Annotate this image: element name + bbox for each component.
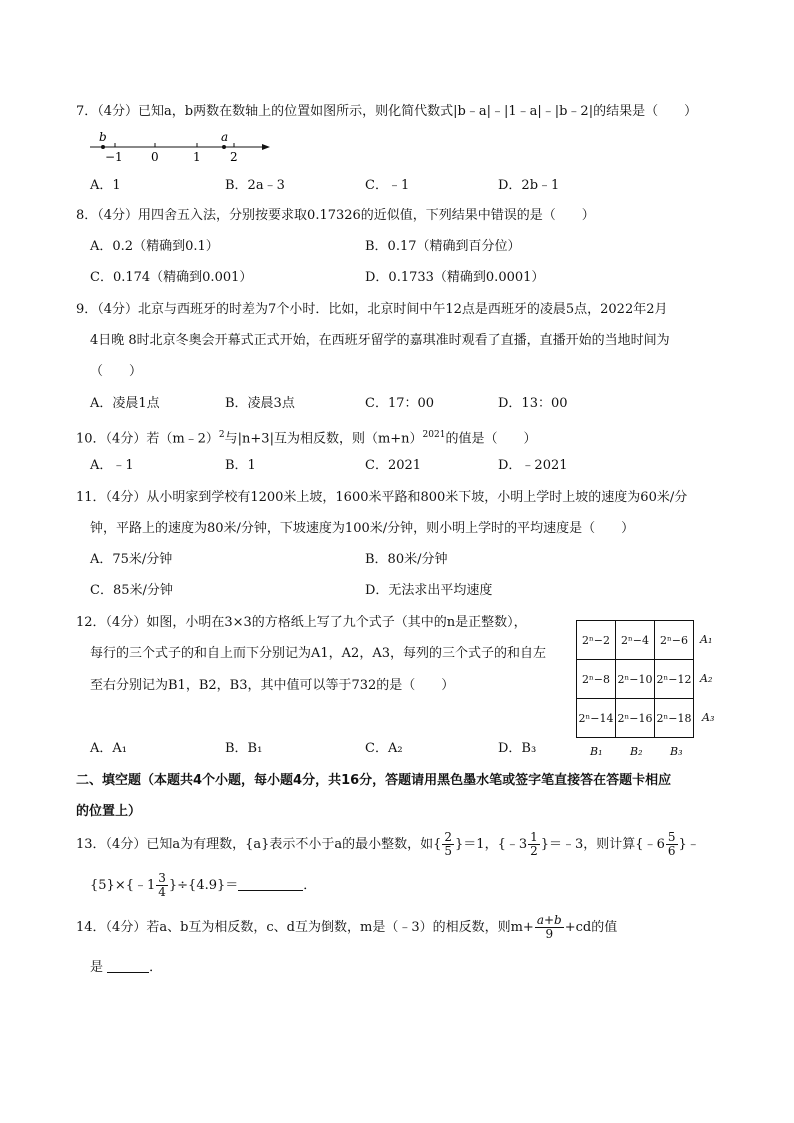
- q11-option-b[interactable]: B．80米/分钟: [365, 552, 448, 567]
- grid-cell: 2ⁿ−4: [616, 621, 655, 660]
- q7-option-a[interactable]: A．1: [90, 178, 121, 193]
- q9-option-c[interactable]: C．17：00: [365, 396, 435, 411]
- q10-post: 的值是（ ）: [445, 431, 537, 447]
- q10-option-a[interactable]: A．﹣1: [90, 458, 134, 473]
- fraction-ab-9: $\frac{a+b}{9}$: [536, 913, 562, 941]
- q7-option-d[interactable]: D．2b﹣1: [498, 178, 560, 193]
- q12-option-d[interactable]: D．B₃: [498, 741, 537, 756]
- q14-line2: [90, 958, 162, 977]
- q9-line1: 9．（4分）北京与西班牙的时差为7个小时．比如，北京时间中午12点是西班牙的凌晨5点，2022年2月: [76, 302, 668, 317]
- q13-l2pre: {5}×{﹣1: [90, 878, 156, 893]
- q12-line1: 12．（4分）如图，小明在3×3的方格纸上写了九个式子（其中的n是正整数），: [76, 615, 527, 630]
- q9-line3: （ ）: [90, 364, 143, 379]
- q11-option-d[interactable]: D．无法求出平均速度: [365, 583, 493, 598]
- q12-option-b[interactable]: B．B₁: [225, 741, 263, 756]
- tick-label-minus1: −1: [105, 150, 123, 164]
- q10-stem: [76, 426, 536, 448]
- q11-option-c[interactable]: C．85米/分钟: [90, 583, 173, 598]
- fraction-5-6: $\frac{5}{6}$: [667, 830, 676, 858]
- grid-cell: 2ⁿ−16: [616, 699, 655, 738]
- q10-mid: 与|n+3|互为相反数，则（m+n）: [224, 431, 423, 447]
- q14-line1: [76, 913, 617, 943]
- q8-option-c[interactable]: C．0.174（精确到0.001）: [90, 270, 253, 285]
- q7-stem: 7．（4分）已知a，b两数在数轴上的位置如图所示，则化简代数式|b﹣a|﹣|1﹣a|﹣|b﹣2|的结果是（ ）: [76, 104, 698, 119]
- q8-stem: 8．（4分）用四舍五入法，分别按要求取0.17326的近似值，下列结果中错误的是（ ）: [76, 208, 595, 223]
- section2-heading-line2: 的位置上）: [76, 804, 142, 819]
- q13-pre: 13．（4分）已知a为有理数，{a}表示不小于a的最小整数，如{: [76, 837, 442, 852]
- q14-pre: 14．（4分）若a、b互为相反数，c、d互为倒数，m是（﹣3）的相反数，则m+: [76, 920, 534, 935]
- q10-sup1: 2: [218, 430, 225, 440]
- expression-grid: [576, 620, 694, 738]
- tick-label-2: 2: [230, 150, 238, 164]
- label-b: b: [99, 130, 107, 144]
- tick-label-0: 0: [151, 150, 159, 164]
- q14-answer-blank[interactable]: [107, 958, 149, 973]
- q13-line1: [76, 830, 700, 860]
- q8-option-a[interactable]: A．0.2（精确到0.1）: [90, 239, 219, 254]
- q14-l2pre: 是: [90, 960, 104, 975]
- row-label-a3: A₃: [702, 711, 715, 724]
- grid-cell: 2ⁿ−10: [616, 660, 655, 699]
- fraction-1-2: $\frac{1}{2}$: [530, 830, 538, 858]
- section2-heading-line1: 二、填空题（本题共4个小题，每小题4分，共16分，答题请用黑色墨水笔或签字笔直接答在答题卡相应: [76, 773, 672, 788]
- grid-row: [577, 699, 694, 738]
- q7-option-b[interactable]: B．2a﹣3: [225, 178, 285, 193]
- q13-end1: }﹣: [678, 837, 700, 852]
- q9-option-d[interactable]: D．13：00: [498, 396, 568, 411]
- grid-cell: 2ⁿ−18: [655, 699, 694, 738]
- point-b: [101, 145, 105, 149]
- grid-row: [577, 621, 694, 660]
- q11-line2: 钟，平路上的速度为80米/分钟，下坡速度为100米/分钟，则小明上学时的平均速度是（ ）: [90, 521, 635, 536]
- q10-sup2: 2021: [422, 430, 446, 440]
- q12-line3: 至右分别记为B1，B2，B3，其中值可以等于732的是（ ）: [90, 678, 455, 693]
- q11-line1: 11．（4分）从小明家到学校有1200米上坡，1600米平路和800米下坡，小明上学时上坡的速度为60米/分: [76, 490, 688, 505]
- col-label-b3: B₃: [670, 745, 683, 758]
- q12-line2: 每行的三个式子的和自上而下分别记为A1，A2，A3，每列的三个式子的和自左: [90, 646, 546, 661]
- grid-row: [577, 660, 694, 699]
- q14-post: +cd的值: [564, 920, 618, 935]
- q11-option-a[interactable]: A．75米/分钟: [90, 552, 173, 567]
- q10-option-b[interactable]: B．1: [225, 458, 256, 473]
- tick-label-1: 1: [193, 150, 201, 164]
- q8-option-b[interactable]: B．0.17（精确到百分位）: [365, 239, 521, 254]
- q13-line2: [90, 871, 316, 901]
- q9-line2: 4日晚 8时北京冬奥会开幕式正式开始，在西班牙留学的嘉琪准时观看了直播，直播开始的当地时间为: [90, 333, 670, 348]
- q9-option-b[interactable]: B．凌晨3点: [225, 396, 295, 411]
- q12-option-a[interactable]: A．A₁: [90, 741, 127, 756]
- q7-option-c[interactable]: C．﹣1: [365, 178, 410, 193]
- q9-option-a[interactable]: A．凌晨1点: [90, 396, 160, 411]
- q13-l2end: ．: [303, 878, 317, 893]
- label-a: a: [221, 130, 229, 144]
- grid-cell: 2ⁿ−12: [655, 660, 694, 699]
- grid-cell: 2ⁿ−2: [577, 621, 616, 660]
- row-label-a2: A₂: [700, 672, 713, 685]
- q8-option-d[interactable]: D．0.1733（精确到0.0001）: [365, 270, 545, 285]
- number-line-arrow: [262, 144, 270, 150]
- q13-l2post: }÷{4.9}＝: [168, 878, 239, 893]
- point-a: [222, 145, 226, 149]
- grid-cell: 2ⁿ−8: [577, 660, 616, 699]
- col-label-b1: B₁: [590, 745, 603, 758]
- q12-option-c[interactable]: C．A₂: [365, 741, 403, 756]
- fraction-2-5: $\frac{2}{5}$: [444, 830, 453, 858]
- grid-cell: 2ⁿ−6: [655, 621, 694, 660]
- q10-option-c[interactable]: C．2021: [365, 458, 422, 473]
- q14-l2end: ．: [149, 960, 163, 975]
- fraction-3-4: $\frac{3}{4}$: [158, 871, 166, 899]
- q13-mid1: }＝1，{﹣3: [455, 837, 528, 852]
- q10-option-d[interactable]: D．﹣2021: [498, 458, 568, 473]
- q13-mid2: }＝﹣3，则计算{﹣6: [540, 837, 665, 852]
- number-line-figure: [88, 130, 278, 166]
- col-label-b2: B₂: [630, 745, 643, 758]
- q10-pre: 10．（4分）若（m﹣2）: [76, 431, 219, 447]
- row-label-a1: A₁: [700, 633, 713, 646]
- q13-answer-blank[interactable]: [238, 876, 303, 891]
- grid-cell: 2ⁿ−14: [577, 699, 616, 738]
